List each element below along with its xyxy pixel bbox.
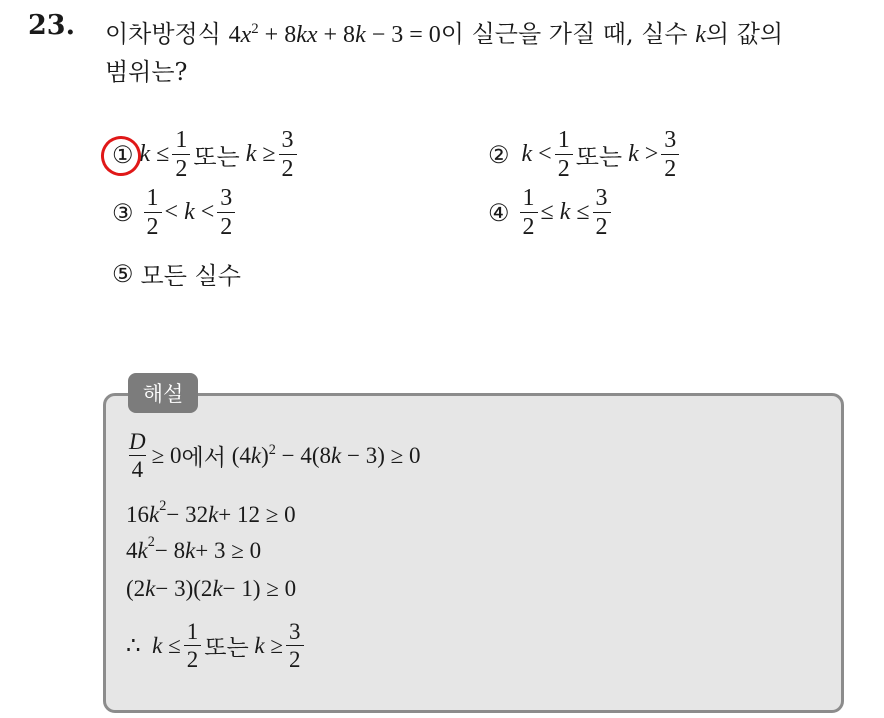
fraction-d-4: $\frac{D}{4}$ xyxy=(129,429,146,482)
solution-line-2: 16 k $^2$ − 32 k + 12 ≥ 0 xyxy=(126,497,296,527)
fraction-3-2: $\frac{3}{2}$ xyxy=(593,186,611,239)
question-number: 23. xyxy=(28,10,75,41)
choice-4-label: ④ xyxy=(488,198,510,227)
solution-line-1: $\frac{D}{4}$ ≥ 0 에서 $(4k)^2 - 4(8k - 3) \ge 0$ xyxy=(126,430,421,481)
solution-line-5: ∴ k ≤ $\frac{1}{2}$ 또는 k ≥ $\frac{3}{2}$ xyxy=(126,620,307,671)
solution-line-3: 4 k $^2$ − 8 k + 3 ≥ 0 xyxy=(126,533,262,563)
eh-seo-text: 에서 xyxy=(181,445,226,471)
choice-2-label: ② xyxy=(488,140,510,169)
fraction-1-2: $\frac{1}{2}$ xyxy=(172,128,190,181)
choice-5[interactable] xyxy=(112,256,241,291)
fraction-1-2: $\frac{1}{2}$ xyxy=(144,186,162,239)
question-text-after: 이 실근을 가질 때, 실수 xyxy=(440,20,688,48)
fraction-3-2: $\frac{3}{2}$ xyxy=(286,620,304,671)
fraction-3-2: $\frac{3}{2}$ xyxy=(661,128,679,181)
fraction-3-2: $\frac{3}{2}$ xyxy=(279,128,297,181)
choice-5-text: 모든 실수 xyxy=(140,262,241,290)
question-line-2: 범위는? xyxy=(105,58,188,86)
choice-4[interactable]: ④ $\frac{1}{2}$ ≤ k ≤ $\frac{3}{2}$ xyxy=(488,186,614,239)
or-text: 또는 xyxy=(575,143,623,171)
question-tail: 의 값의 xyxy=(705,20,784,48)
or-text: 또는 xyxy=(204,635,249,661)
choice-2[interactable]: ② k < $\frac{1}{2}$ 또는 k > $\frac{3}{2}$ xyxy=(488,128,682,181)
var-k: k xyxy=(695,22,706,48)
solution-line-4: (2 k − 3)(2 k − 1) ≥ 0 xyxy=(126,576,297,601)
fraction-1-2: $\frac{1}{2}$ xyxy=(555,128,573,181)
question-line-1 xyxy=(105,14,783,49)
fraction-1-2: $\frac{1}{2}$ xyxy=(520,186,538,239)
fraction-3-2: $\frac{3}{2}$ xyxy=(217,186,235,239)
choice-3[interactable]: ③ $\frac{1}{2}$ < k < $\frac{3}{2}$ xyxy=(112,186,238,239)
or-text: 또는 xyxy=(193,143,240,171)
solution-tab: 해설 xyxy=(128,373,198,413)
choice-1[interactable]: ① k ≤ $\frac{1}{2}$ 또는 k ≥ $\frac{3}{2}$ xyxy=(112,128,300,181)
choice-3-label: ③ xyxy=(112,198,134,227)
choice-1-label: ① xyxy=(112,140,134,169)
question-text-before: 이차방정식 xyxy=(105,20,221,48)
choice-5-label: ⑤ xyxy=(112,259,134,288)
equation: $4x^2 + 8kx + 8k - 3 = 0$ xyxy=(228,21,441,48)
fraction-1-2: $\frac{1}{2}$ xyxy=(184,620,202,671)
